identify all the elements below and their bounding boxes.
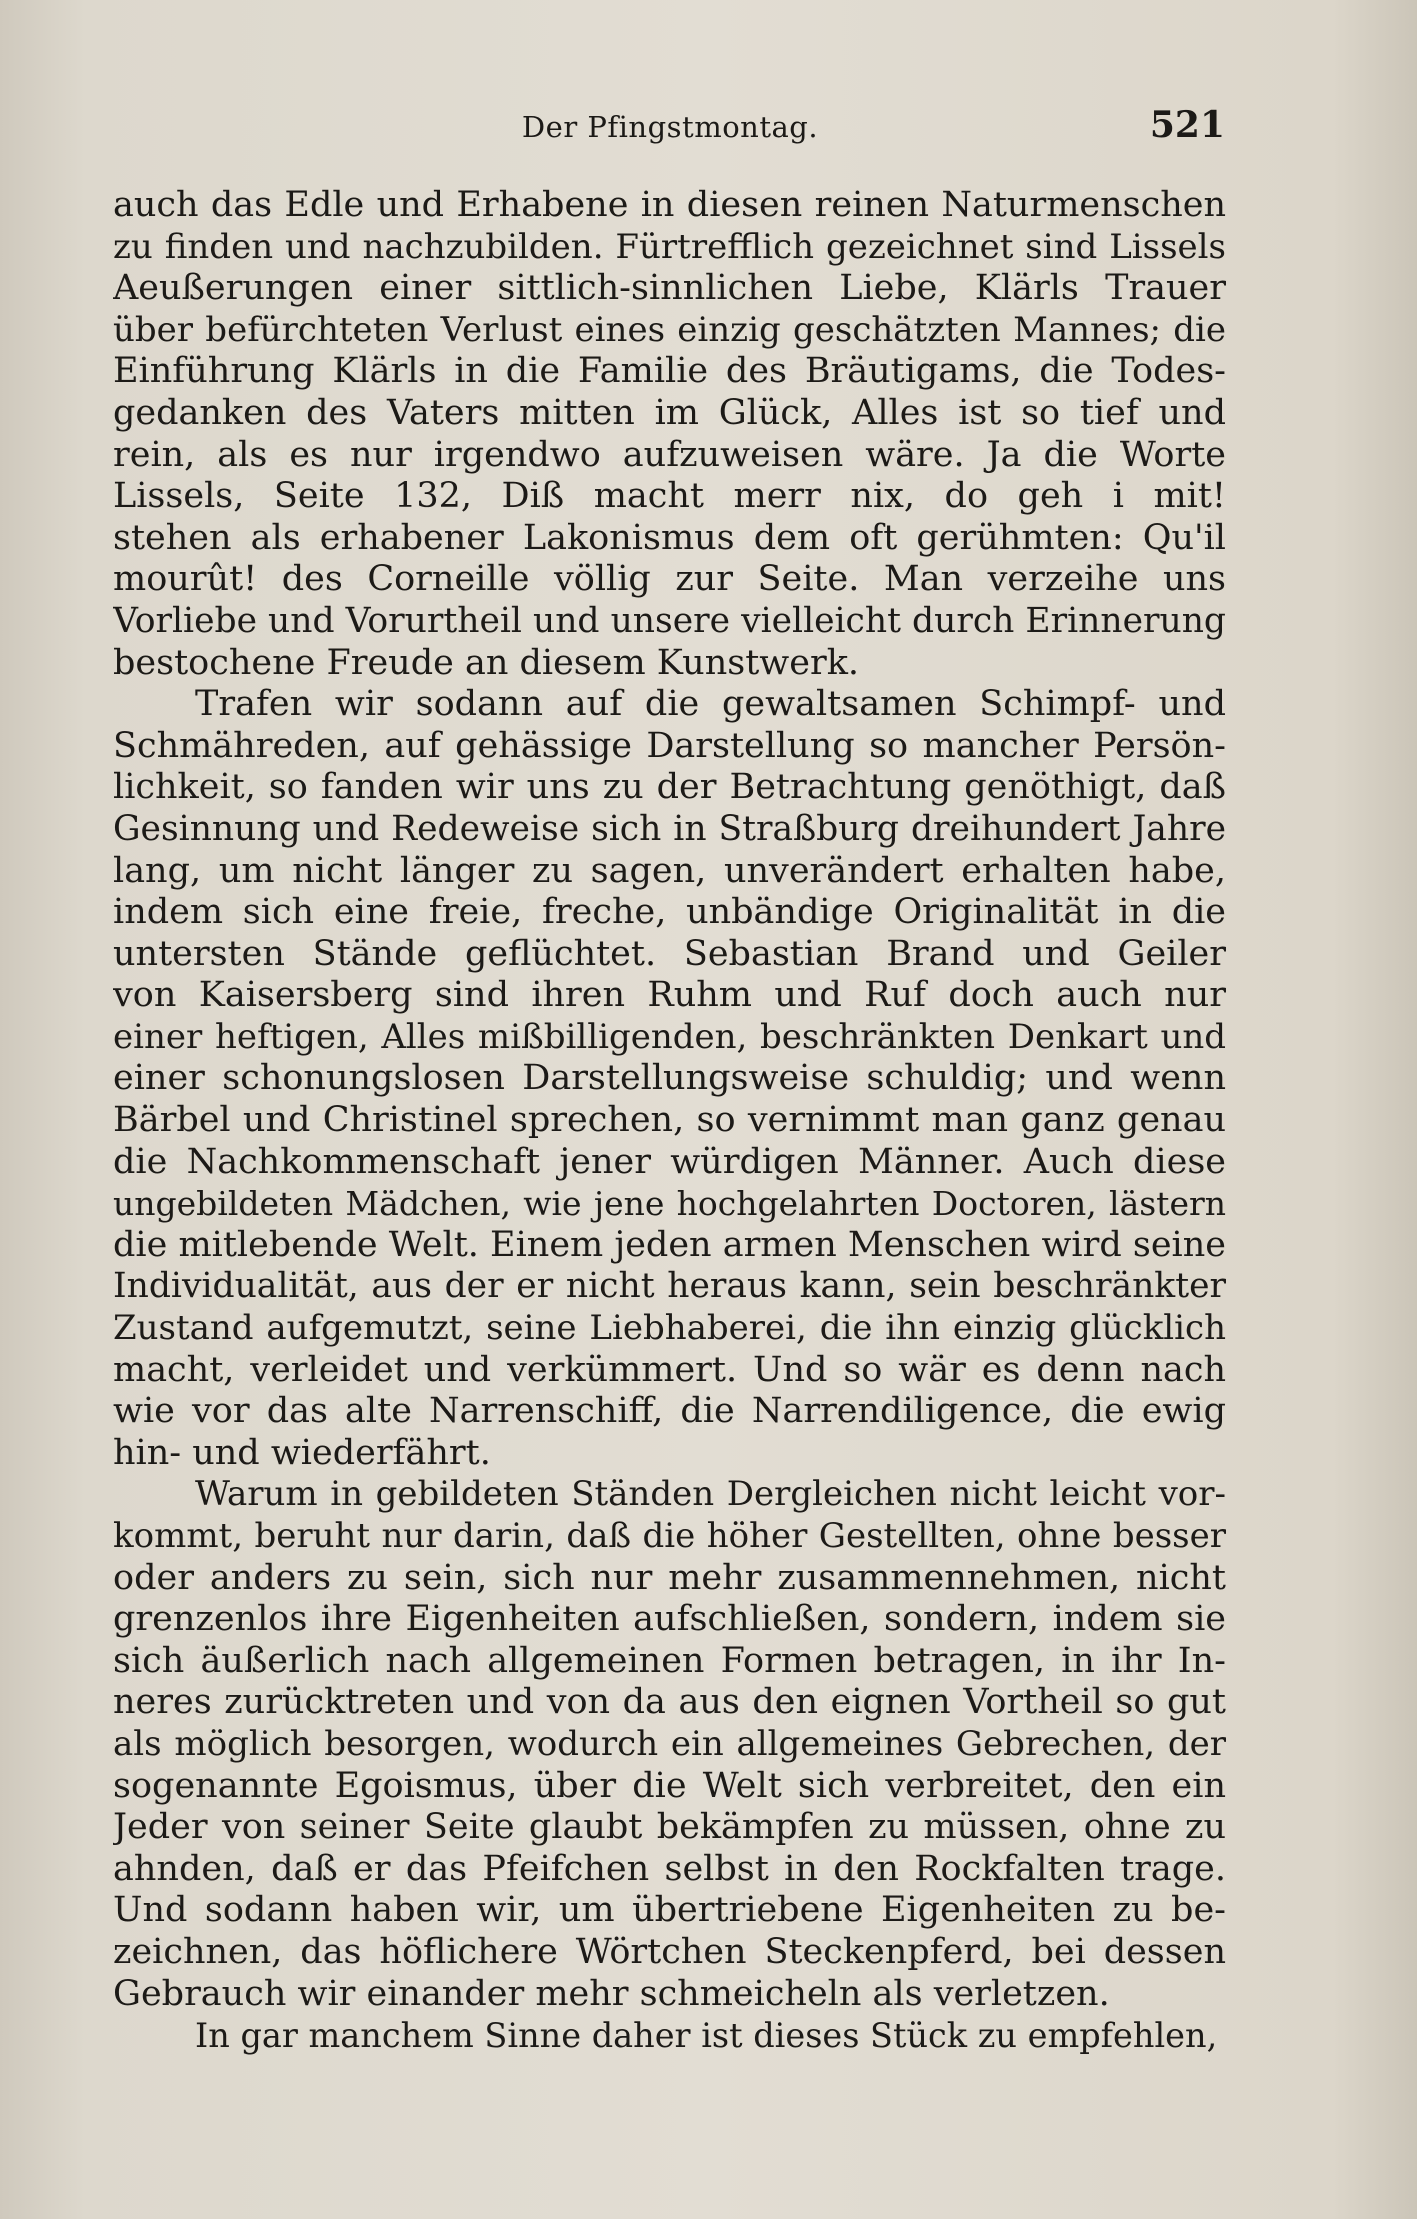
text-line: Zustand aufgemutzt, seine Liebhaberei, die ihn einzig glücklich [113, 1308, 1226, 1349]
text-line: oder anders zu sein, sich nur mehr zusammennehmen, nicht [113, 1557, 1226, 1598]
text-line: rein, als es nur irgendwo aufzuweisen wäre. Ja die Worte [113, 434, 1226, 475]
text-line: mourût! des Corneille völlig zur Seite. Man verzeihe uns [113, 559, 1226, 600]
paragraph [113, 2015, 1226, 2057]
running-head [115, 104, 1225, 150]
text-line: In gar manchem Sinne daher ist dieses Stück zu empfehlen, [195, 2016, 1218, 2056]
text-line: bestochene Freude an diesem Kunstwerk. [113, 642, 860, 683]
text-line: einer heftigen, Alles mißbilligenden, beschränkten Denkart und [113, 1016, 1226, 1057]
text-line: neres zurücktreten und von da aus den eignen Vortheil so gut [113, 1682, 1226, 1723]
running-title: Der Pfingstmontag. [521, 110, 819, 144]
text-line: Individualität, aus der er nicht heraus kann, sein beschränkter [113, 1266, 1226, 1307]
text-line: kommt, beruht nur darin, daß die höher Gestellten, ohne besser [113, 1516, 1226, 1556]
text-line: Einführung Klärls in die Familie des Bräutigams, die Todes- [113, 351, 1226, 392]
text-line: ahnden, daß er das Pfeifchen selbst in den Rockfalten trage. [113, 1848, 1226, 1889]
text-line: wie vor das alte Narrenschiff, die Narrendiligence, die ewig [113, 1391, 1226, 1432]
text-line: grenzenlos ihre Eigenheiten aufschließen, sondern, indem sie [113, 1599, 1226, 1640]
text-line: Trafen wir sodann auf die gewaltsamen Schimpf- und [195, 684, 1226, 725]
text-line: auch das Edle und Erhabene in diesen reinen Naturmenschen [113, 185, 1226, 225]
text-line: untersten Stände geflüchtet. Sebastian Brand und Geiler [113, 933, 1226, 974]
text-line: lang, um nicht länger zu sagen, unverändert erhalten habe, [113, 850, 1226, 891]
text-line: Lissels, Seite 132, Diß macht merr nix, do geh i mit! [113, 476, 1226, 517]
text-line: zu finden und nachzubilden. Fürtrefflich gezeichnet sind Lissels [113, 226, 1226, 267]
paragraph [113, 1474, 1226, 2015]
text-line: als möglich besorgen, wodurch ein allgemeines Gebrechen, der [113, 1723, 1226, 1764]
text-line: sogenannte Egoismus, über die Welt sich verbreitet, den ein [113, 1765, 1226, 1806]
text-line: Aeußerungen einer sittlich-sinnlichen Liebe, Klärls Trauer [113, 268, 1226, 309]
body-text [113, 185, 1226, 2057]
paragraph [113, 185, 1226, 684]
text-line: Gebrauch wir einander mehr schmeicheln als verletzen. [113, 1973, 1110, 2014]
text-line: gedanken des Vaters mitten im Glück, Alles ist so tief und [113, 392, 1226, 433]
text-line: über befürchteten Verlust eines einzig geschätzten Mannes; die [113, 309, 1226, 350]
text-line: die mitlebende Welt. Einem jeden armen Menschen wird seine [113, 1224, 1226, 1265]
text-line: Schmähreden, auf gehässige Darstellung so mancher Persön- [113, 725, 1226, 766]
text-line: macht, verleidet und verkümmert. Und so wär es denn nach [113, 1349, 1226, 1390]
text-line: Jeder von seiner Seite glaubt bekämpfen zu müssen, ohne zu [113, 1807, 1226, 1848]
paragraph [113, 684, 1226, 1474]
text-line: Gesinnung und Redeweise sich in Straßburg dreihundert Jahre [113, 808, 1226, 849]
text-line: zeichnen, das höflichere Wörtchen Steckenpferd, bei dessen [113, 1931, 1226, 1972]
text-line: lichkeit, so fanden wir uns zu der Betrachtung genöthigt, daß [113, 767, 1226, 808]
text-line: Bärbel und Christinel sprechen, so vernimmt man ganz genau [113, 1100, 1226, 1141]
text-line: Und sodann haben wir, um übertriebene Eigenheiten zu be- [113, 1890, 1226, 1931]
text-line: hin- und wiederfährt. [113, 1432, 491, 1473]
text-line: die Nachkommenschaft jener würdigen Männer. Auch diese [113, 1141, 1226, 1182]
text-line: einer schonungslosen Darstellungsweise schuldig; und wenn [113, 1058, 1226, 1099]
text-line: von Kaisersberg sind ihren Ruhm und Ruf doch auch nur [113, 975, 1226, 1016]
page-number: 521 [1149, 104, 1225, 146]
text-line: indem sich eine freie, freche, unbändige Originalität in die [113, 892, 1226, 933]
text-line: stehen als erhabener Lakonismus dem oft gerühmten: Qu'il [113, 517, 1226, 558]
text-line: ungebildeten Mädchen, wie jene hochgelahrten Doctoren, lästern [113, 1184, 1226, 1224]
text-line: Warum in gebildeten Ständen Dergleichen nicht leicht vor- [195, 1474, 1226, 1515]
text-line: sich äußerlich nach allgemeinen Formen betragen, in ihr In- [113, 1640, 1226, 1681]
text-line: Vorliebe und Vorurtheil und unsere vielleicht durch Erinnerung [113, 600, 1226, 641]
